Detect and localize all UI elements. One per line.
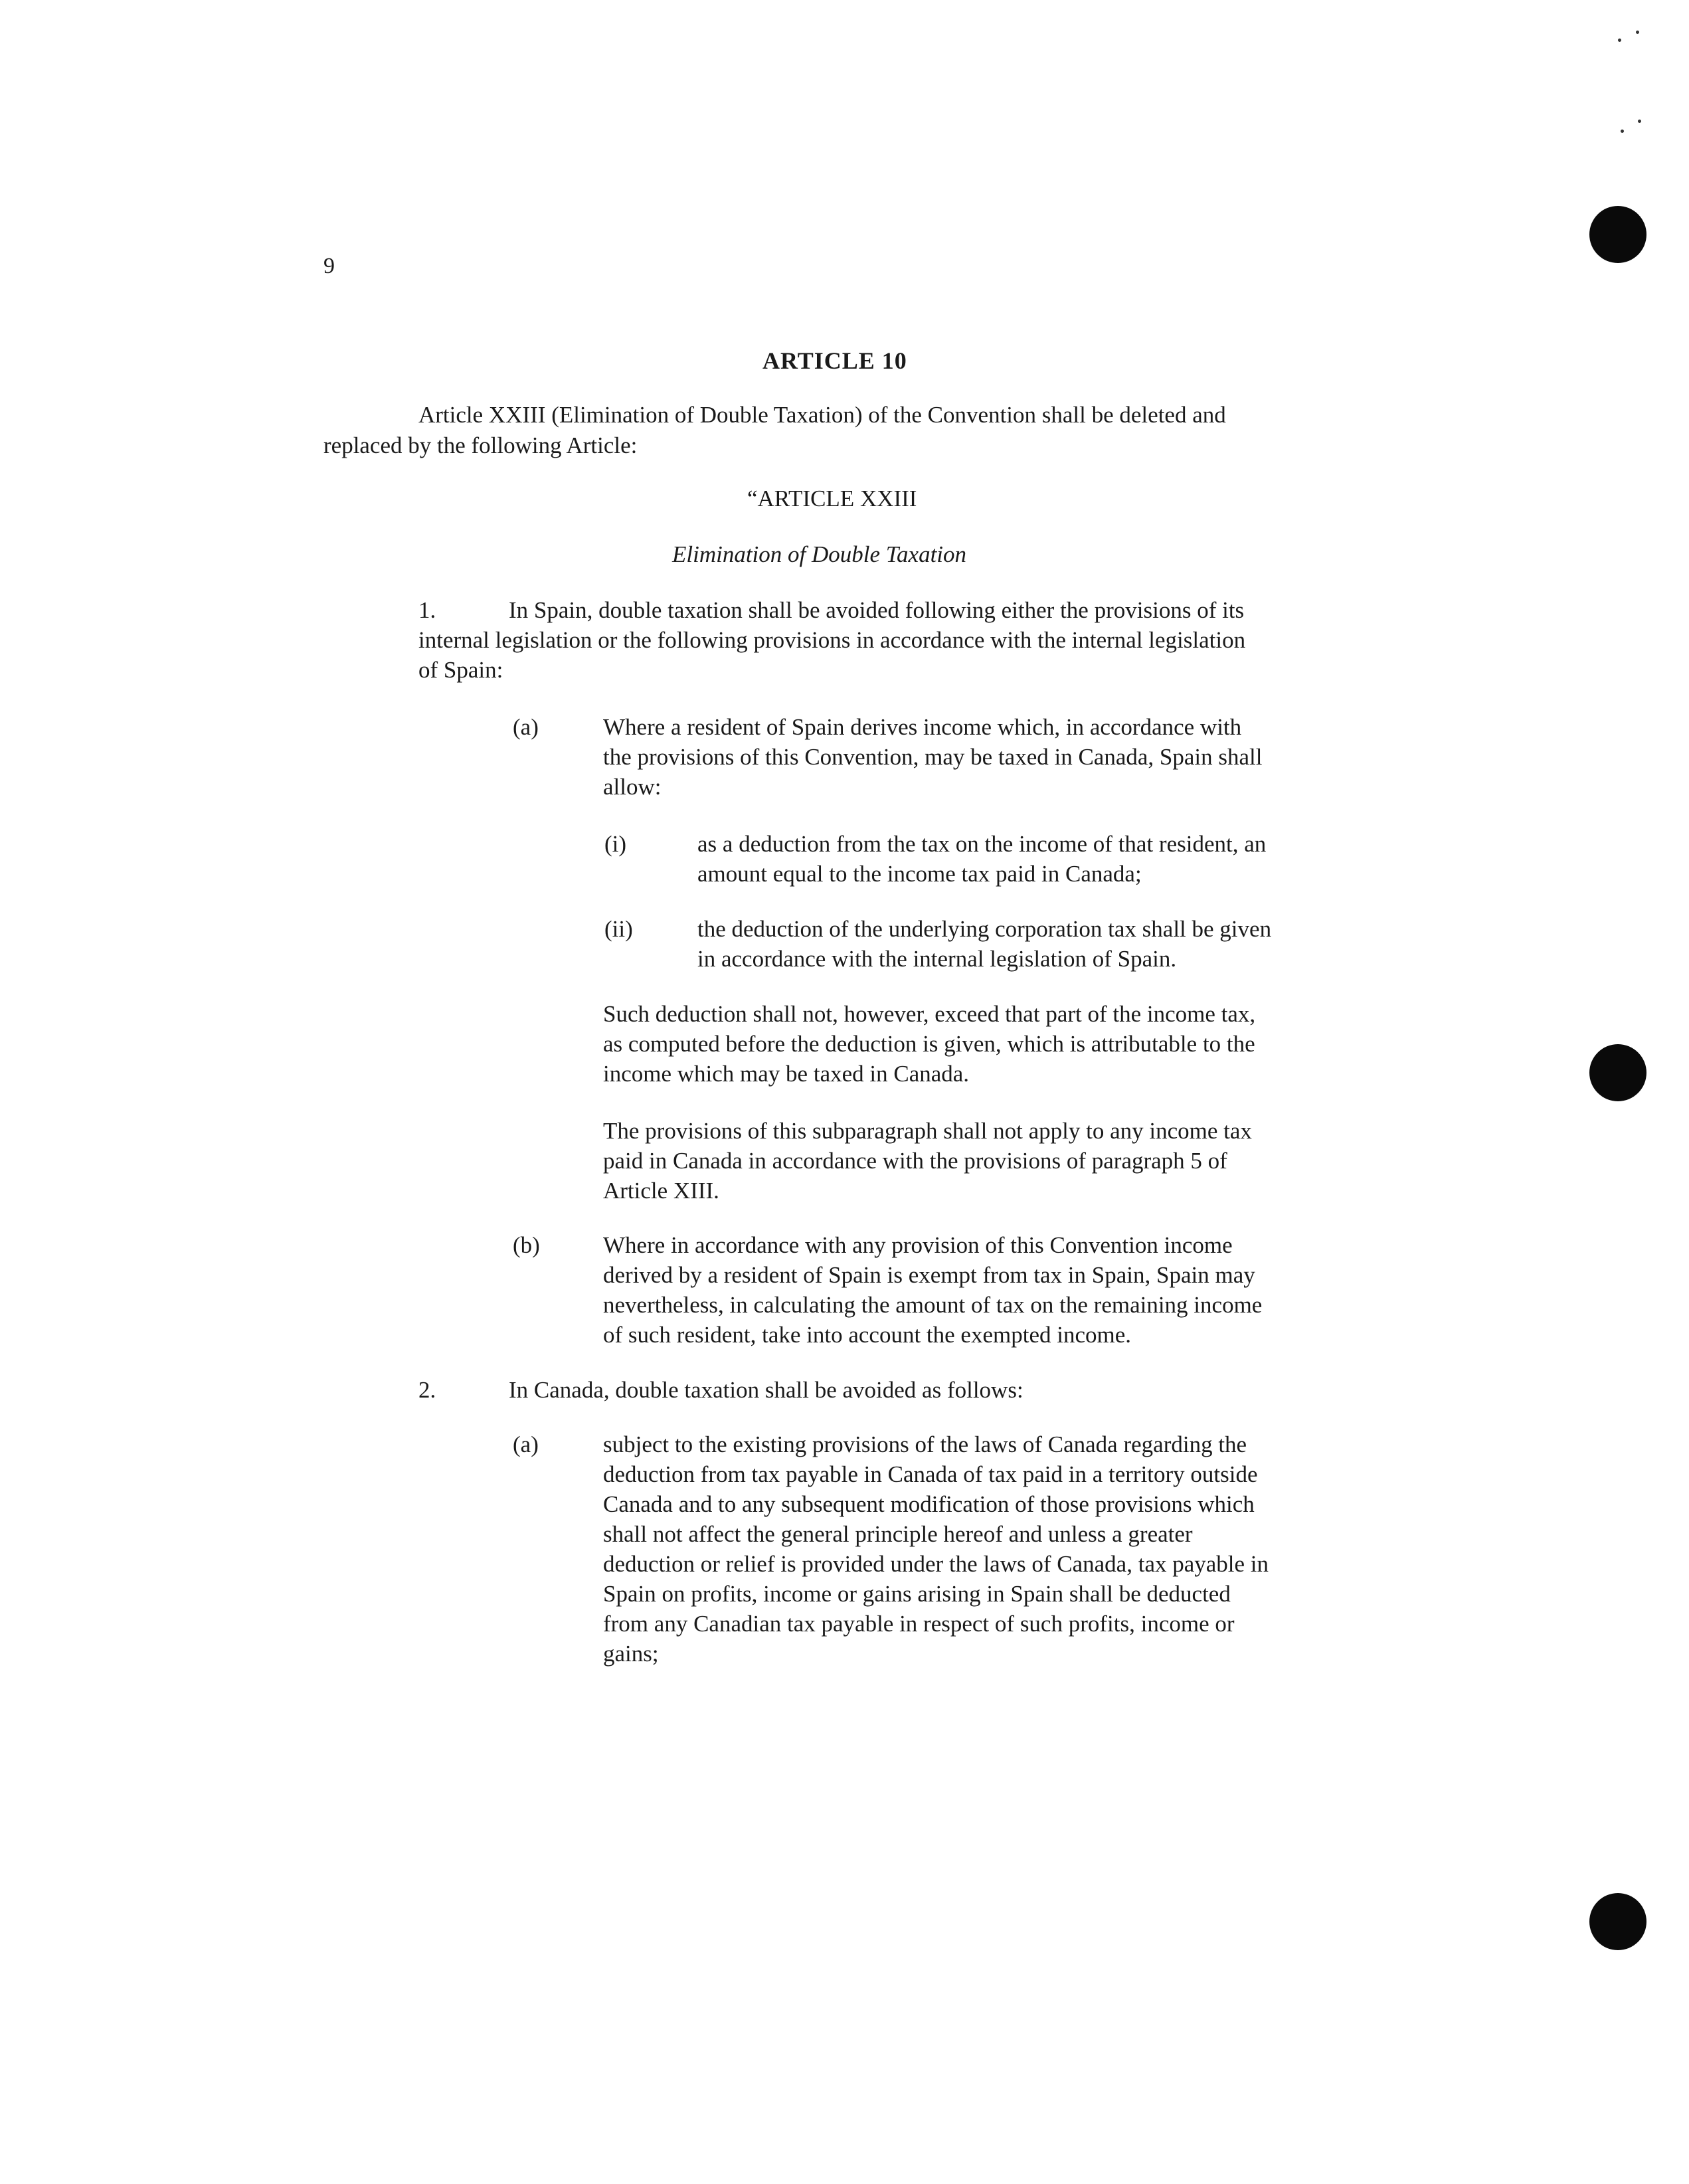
subparagraph-1a-line: the provisions of this Convention, may be taxed in Canada, Spain shall — [603, 744, 1263, 770]
subparagraph-label: (a) — [513, 1431, 539, 1457]
subparagraph-2a-line: deduction or relief is provided under the laws of Canada, tax payable in — [603, 1551, 1269, 1577]
scan-speck — [1638, 120, 1641, 123]
article-subtitle: Elimination of Double Taxation — [672, 541, 967, 567]
clause-i-line: as a deduction from the tax on the income of that resident, an — [697, 831, 1267, 857]
limitation-paragraph-line: income which may be taxed in Canada. — [603, 1061, 970, 1087]
intro-line-2: replaced by the following Article: — [323, 432, 638, 458]
subparagraph-2a-line: Canada and to any subsequent modification of those provisions which — [603, 1491, 1255, 1517]
page-number: 9 — [323, 254, 335, 278]
clause-ii-line: in accordance with the internal legislation of Spain. — [697, 946, 1177, 972]
binder-hole-bottom — [1589, 1893, 1646, 1950]
subparagraph-2a-line: Spain on profits, income or gains arising in Spain shall be deducted — [603, 1581, 1231, 1607]
limitation-paragraph-line: as computed before the deduction is given, which is attributable to the — [603, 1031, 1255, 1057]
article-heading: ARTICLE 10 — [762, 347, 907, 374]
paragraph-number: 2. — [418, 1377, 436, 1403]
subparagraph-2a-line: gains; — [603, 1641, 659, 1667]
clause-i-line: amount equal to the income tax paid in Canada; — [697, 861, 1142, 887]
subparagraph-1b-line: of such resident, take into account the exempted income. — [603, 1322, 1132, 1348]
exception-paragraph-line: The provisions of this subparagraph shall not apply to any income tax — [603, 1118, 1252, 1144]
subparagraph-1a-line: allow: — [603, 774, 662, 800]
paragraph-1-line-3: of Spain: — [418, 657, 503, 683]
subparagraph-2a-line: deduction from tax payable in Canada of tax paid in a territory outside — [603, 1461, 1258, 1487]
limitation-paragraph-line: Such deduction shall not, however, exceed that part of the income tax, — [603, 1001, 1256, 1027]
subparagraph-1b-line: Where in accordance with any provision of this Convention income — [603, 1232, 1233, 1258]
paragraph-1-line-2: internal legislation or the following provisions in accordance with the internal legislation — [418, 627, 1246, 653]
subparagraph-1a-line: Where a resident of Spain derives income which, in accordance with — [603, 714, 1242, 740]
clause-label: (ii) — [604, 916, 633, 942]
binder-hole-middle — [1589, 1044, 1646, 1101]
clause-label: (i) — [604, 831, 627, 857]
paragraph-1-line-1: In Spain, double taxation shall be avoided following either the provisions of its — [509, 597, 1245, 623]
subparagraph-label: (b) — [513, 1232, 540, 1258]
subparagraph-label: (a) — [513, 714, 539, 740]
intro-line-1: Article XXIII (Elimination of Double Taxation) of the Convention shall be deleted and — [418, 402, 1226, 428]
paragraph-2-text: In Canada, double taxation shall be avoided as follows: — [509, 1377, 1023, 1403]
subparagraph-1b-line: derived by a resident of Spain is exempt from tax in Spain, Spain may — [603, 1262, 1255, 1288]
exception-paragraph-line: paid in Canada in accordance with the provisions of paragraph 5 of — [603, 1148, 1227, 1174]
clause-ii-line: the deduction of the underlying corporation tax shall be given — [697, 916, 1272, 942]
scan-speck — [1621, 130, 1624, 133]
subparagraph-2a-line: shall not affect the general principle hereof and unless a greater — [603, 1521, 1193, 1547]
subparagraph-1b-line: nevertheless, in calculating the amount of tax on the remaining income — [603, 1292, 1263, 1318]
binder-hole-top — [1589, 206, 1646, 263]
subparagraph-2a-line: subject to the existing provisions of the laws of Canada regarding the — [603, 1431, 1247, 1457]
paragraph-number: 1. — [418, 597, 436, 623]
scan-speck — [1618, 39, 1621, 42]
exception-paragraph-line: Article XIII. — [603, 1178, 719, 1204]
article-title: “ARTICLE XXIII — [747, 486, 917, 511]
scan-speck — [1636, 31, 1639, 34]
subparagraph-2a-line: from any Canadian tax payable in respect of such profits, income or — [603, 1611, 1235, 1637]
